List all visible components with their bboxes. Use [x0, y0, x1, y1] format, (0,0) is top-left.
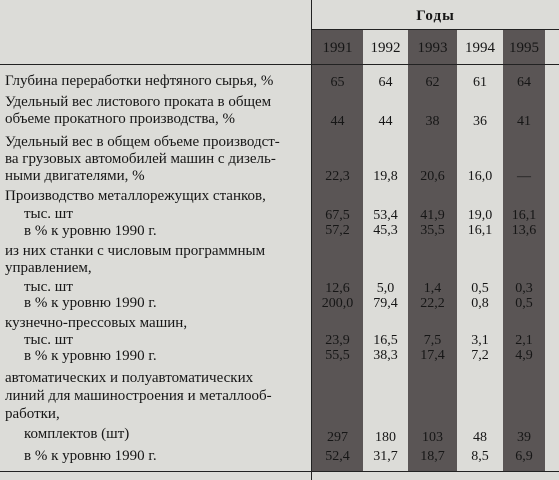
cell-1992: 44: [378, 114, 393, 129]
shaded-column-1993: [408, 30, 457, 471]
year-header-1993: 1993: [417, 40, 448, 56]
cell-1993: 20,6: [420, 169, 445, 184]
row-label: тыс. шт: [24, 332, 73, 348]
cell-1993: 7,5: [423, 333, 442, 348]
row-label: Удельный вес в общем объеме производст-: [5, 134, 280, 150]
cell-1991: 67,5: [325, 208, 350, 223]
cell-1994: 7,2: [471, 348, 489, 363]
header-rule-bottom: [0, 64, 559, 65]
row-label: Глубина переработки нефтяного сырья, %: [5, 73, 274, 89]
row-label: в % к уровню 1990 г.: [24, 223, 157, 239]
cell-1991: 200,0: [321, 296, 354, 311]
section-label: работки,: [5, 406, 60, 422]
section-label: из них станки с числовым программным: [5, 243, 266, 259]
cell-1994: 3,1: [471, 333, 489, 348]
cell-1993: 18,7: [420, 449, 445, 464]
cell-1992: 19,8: [373, 169, 398, 184]
cell-1995: 64: [517, 75, 531, 90]
row-label: в % к уровню 1990 г.: [24, 295, 157, 311]
year-header-1995: 1995: [509, 40, 539, 56]
year-header-1994: 1994: [465, 40, 495, 56]
cell-1991: 57,2: [325, 223, 350, 238]
cell-1995: —: [517, 169, 531, 184]
row-label: в % к уровню 1990 г.: [24, 348, 157, 364]
year-header-1992: 1992: [370, 40, 401, 56]
cell-1995: 4,9: [515, 348, 533, 363]
cell-1993: 62: [425, 75, 440, 90]
cell-1995: 16,1: [511, 208, 537, 223]
cell-1991: 52,4: [325, 449, 350, 464]
cell-1992: 79,4: [373, 296, 398, 311]
cell-1994: 36: [473, 114, 487, 129]
row-label: объеме прокатного производства, %: [5, 111, 235, 127]
section-label: кузнечно-прессовых машин,: [5, 315, 188, 331]
row-label: Удельный вес листового проката в общем: [5, 94, 272, 110]
cell-1991: 22,3: [325, 169, 350, 184]
cell-1993: 103: [422, 430, 443, 445]
cell-1992: 38,3: [373, 348, 398, 363]
cell-1991: 23,9: [325, 333, 350, 348]
cell-1994: 19,0: [467, 208, 493, 223]
cell-1995: 0,3: [515, 281, 533, 296]
cell-1994: 61: [473, 75, 487, 90]
cell-1993: 1,4: [423, 281, 442, 296]
cell-1991: 44: [330, 114, 345, 129]
cell-1992: 16,5: [373, 333, 398, 348]
cell-1992: 31,7: [373, 449, 398, 464]
cell-1992: 45,3: [373, 223, 398, 238]
section-label: Производство металлорежущих станков,: [5, 188, 266, 204]
row-label: ными двигателями, %: [5, 168, 145, 184]
row-label: тыс. шт: [24, 279, 73, 295]
cell-1992: 53,4: [373, 208, 398, 223]
cell-1994: 0,8: [471, 296, 489, 311]
cell-1994: 16,1: [467, 223, 493, 238]
row-label: в % к уровню 1990 г.: [24, 448, 157, 464]
cell-1992: 180: [375, 430, 396, 445]
cell-1993: 22,2: [420, 296, 445, 311]
years-header: Годы: [416, 8, 455, 24]
column-divider: [311, 0, 312, 480]
shaded-column-1991: [312, 30, 363, 471]
header-rule-top: [311, 29, 559, 30]
cell-1995: 0,5: [515, 296, 533, 311]
cell-1994: 16,0: [467, 169, 493, 184]
cell-1994: 48: [473, 430, 487, 445]
cell-1991: 297: [327, 430, 348, 445]
row-label: тыс. шт: [24, 206, 73, 222]
cell-1993: 41,9: [420, 208, 445, 223]
section-label: автоматических и полуавтоматических: [5, 370, 254, 386]
cell-1994: 0,5: [471, 281, 489, 296]
cell-1992: 64: [378, 75, 393, 90]
cell-1993: 35,5: [420, 223, 445, 238]
cell-1995: 6,9: [515, 449, 533, 464]
section-label: управлением,: [5, 260, 92, 276]
year-header-1991: 1991: [322, 40, 353, 56]
table-rule-bottom: [0, 471, 559, 472]
shaded-column-1995: [503, 30, 545, 471]
cell-1995: 39: [517, 430, 531, 445]
cell-1991: 65: [330, 75, 345, 90]
cell-1993: 17,4: [420, 348, 445, 363]
cell-1991: 12,6: [325, 281, 350, 296]
cell-1994: 8,5: [471, 449, 489, 464]
cell-1991: 55,5: [325, 348, 350, 363]
cell-1995: 13,6: [511, 223, 537, 238]
cell-1995: 41: [517, 114, 531, 129]
row-label: ва грузовых автомобилей машин с дизель-: [5, 151, 276, 167]
section-label: линий для машиностроения и металлооб-: [5, 388, 272, 404]
cell-1995: 2,1: [515, 333, 533, 348]
cell-1993: 38: [425, 114, 440, 129]
row-label: комплектов (шт): [24, 426, 130, 442]
cell-1992: 5,0: [376, 281, 395, 296]
